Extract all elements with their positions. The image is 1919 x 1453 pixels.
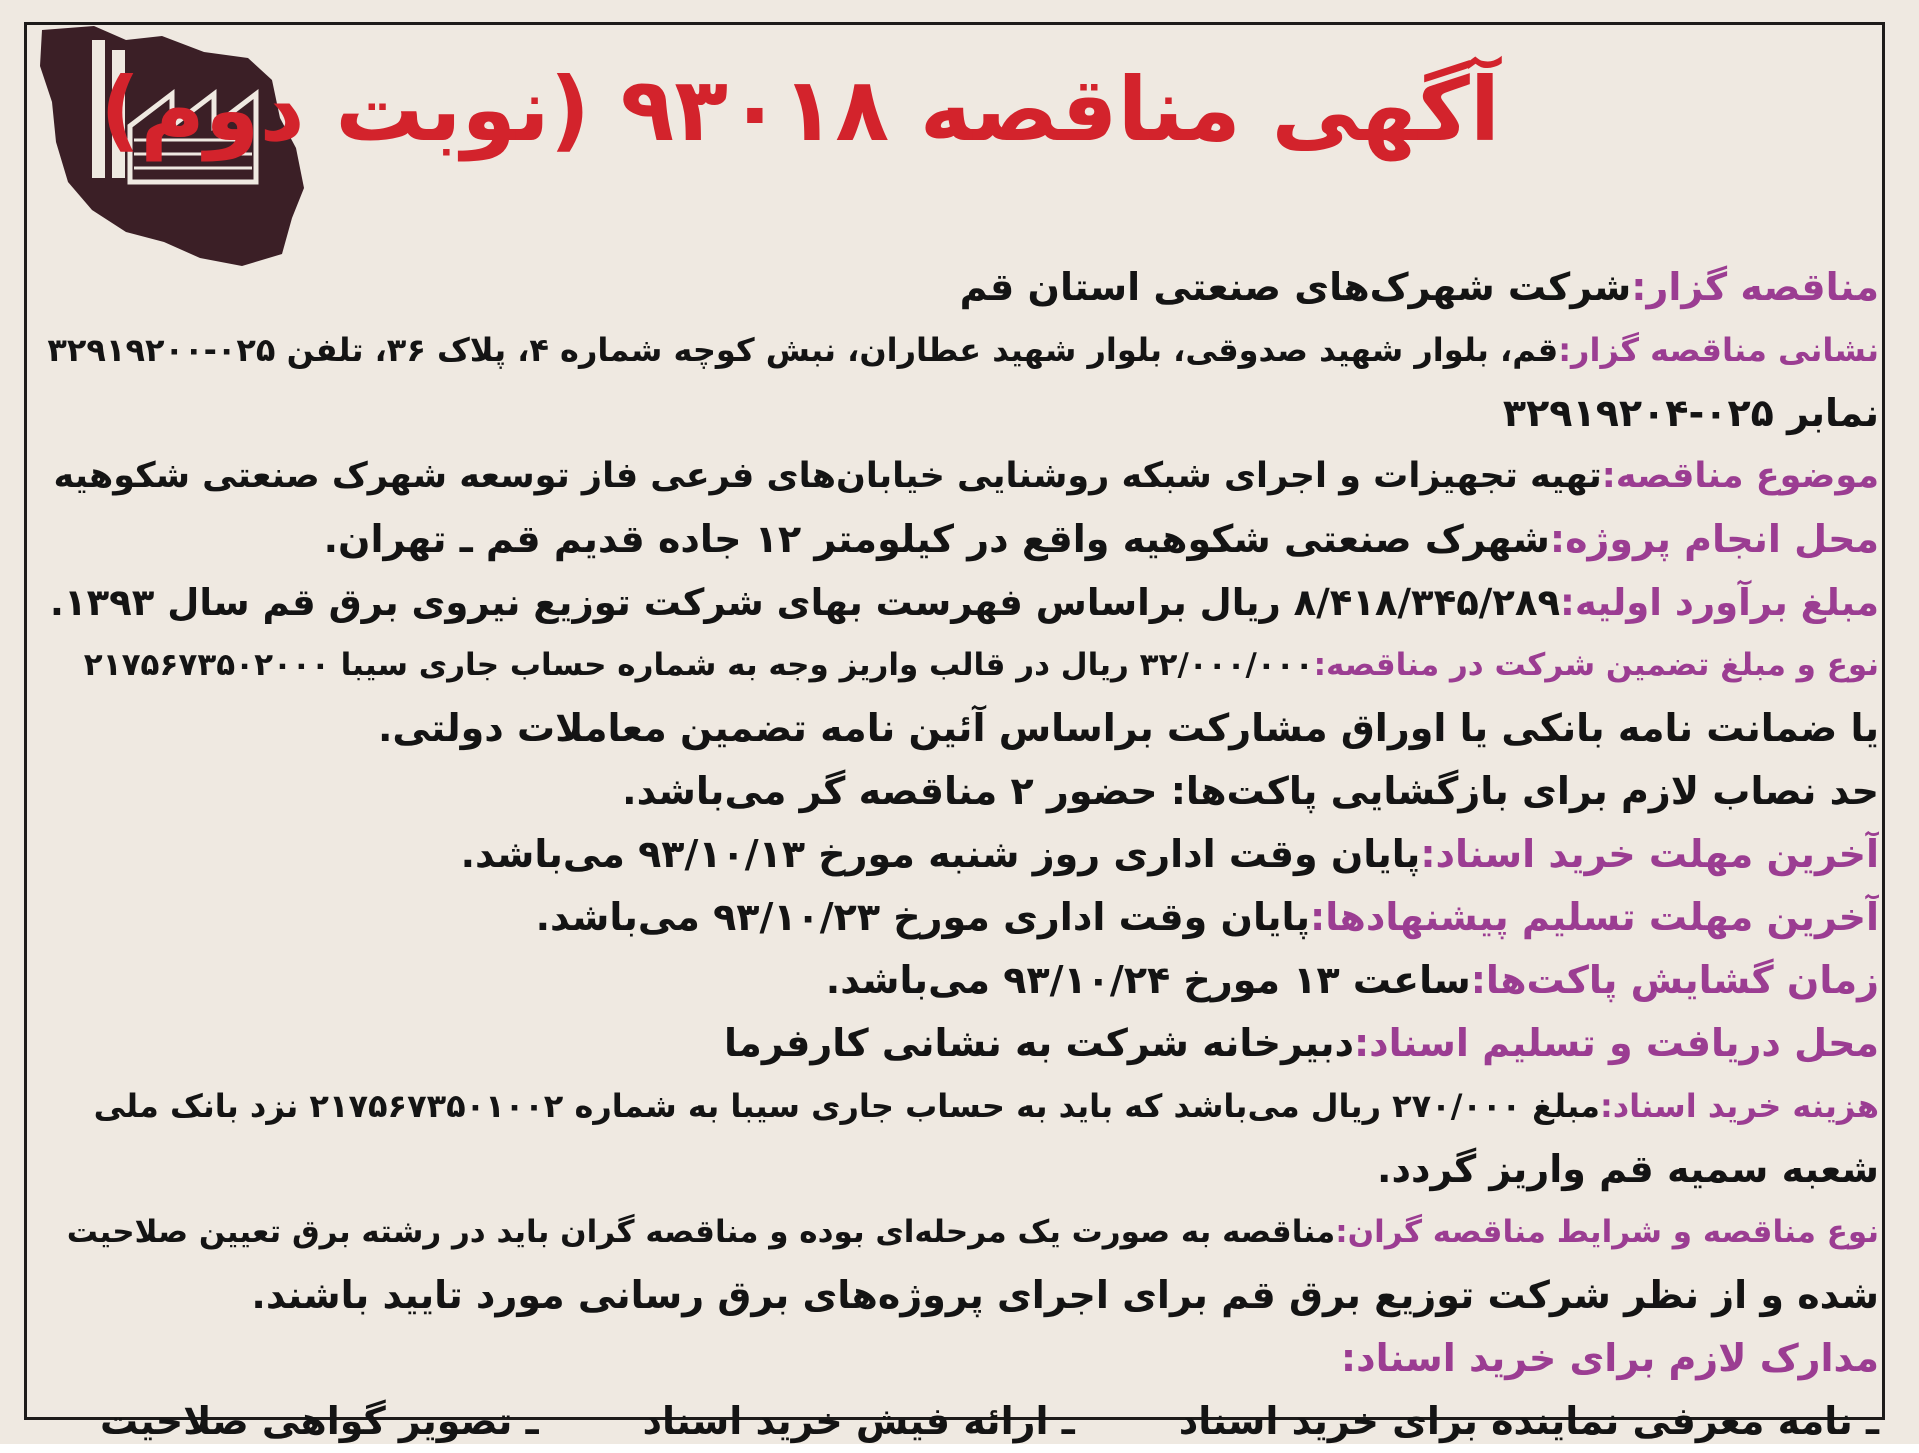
opening-time-row: [40, 949, 1879, 1012]
document-cost-row-2: [40, 1138, 1879, 1201]
delivery-place-label: محل دریافت و تسلیم اسناد:: [1353, 1021, 1879, 1065]
fax-row: [40, 382, 1879, 445]
location-label: محل انجام پروژه:: [1549, 517, 1879, 561]
quorum-row: [40, 760, 1879, 823]
purchase-deadline-label: آخرین مهلت خرید اسناد:: [1420, 832, 1879, 876]
tenderer-label: مناقصه گزار:: [1631, 265, 1879, 309]
document-cost-value: مبلغ ۲۷۰/۰۰۰ ریال می‌باشد که باید به حساب جاری سیبا به شماره ۲۱۷۵۶۷۳۵۰۱۰۰۲ نزد بانک ملی: [93, 1087, 1600, 1125]
conditions-value: مناقصه به صورت یک مرحله‌ای بوده و مناقصه گران باید در رشته برق تعیین صلاحیت: [66, 1214, 1336, 1250]
required-docs-label: مدارک لازم برای خرید اسناد:: [1340, 1336, 1879, 1380]
subject-row: [40, 445, 1879, 508]
document-cost-row: [40, 1075, 1879, 1138]
fax-value: نمابر ۰۲۵-۳۲۹۱۹۲۰۴: [1502, 391, 1879, 435]
subject-label: موضوع مناقصه:: [1601, 456, 1879, 496]
required-doc-item: ـ ارائه فیش خرید اسناد: [642, 1399, 1075, 1443]
conditions-row-2: [40, 1264, 1879, 1327]
guarantee-row-2: [40, 697, 1879, 760]
opening-time-value: ساعت ۱۳ مورخ ۹۳/۱۰/۲۴ می‌باشد.: [825, 958, 1471, 1002]
address-row: [40, 319, 1879, 382]
submission-deadline-label: آخرین مهلت تسلیم پیشنهادها:: [1310, 895, 1879, 939]
ad-title: آگهی مناقصه ۹۳۰۱۸ (نوبت دوم): [100, 58, 1500, 161]
submission-deadline-value: پایان وقت اداری مورخ ۹۳/۱۰/۲۳ می‌باشد.: [535, 895, 1311, 939]
conditions-label: نوع مناقصه و شرایط مناقصه گران:: [1335, 1214, 1879, 1250]
location-row: [40, 508, 1879, 571]
purchase-deadline-value: پایان وقت اداری روز شنبه مورخ ۹۳/۱۰/۱۳ می‌باشد.: [460, 832, 1421, 876]
purchase-deadline-row: [40, 823, 1879, 886]
document-cost-label: هزینه خرید اسناد:: [1599, 1087, 1879, 1125]
required-doc-item: ـ تصویر گواهی صلاحیت: [100, 1399, 539, 1443]
guarantee-value: ۳۲/۰۰۰/۰۰۰ ریال در قالب واریز وجه به شماره حساب جاری سیبا ۲۱۷۵۶۷۳۵۰۲۰۰۰: [83, 647, 1314, 683]
document-cost-value-2: شعبه سمیه قم واریز گردد.: [1377, 1147, 1879, 1191]
required-doc-item: ـ نامه معرفی نماینده برای خرید اسناد: [1178, 1399, 1879, 1443]
conditions-row: [40, 1201, 1879, 1264]
delivery-place-value: دبیرخانه شرکت به نشانی کارفرما: [724, 1021, 1354, 1065]
ad-body: [40, 256, 1879, 1453]
address-value: قم، بلوار شهید صدوقی، بلوار شهید عطاران، نبش کوچه شماره ۴، پلاک ۳۶، تلفن ۰۲۵-۳۲۹۱۹۲۰۰: [47, 331, 1559, 369]
location-value: شهرک صنعتی شکوهیه واقع در کیلومتر ۱۲ جاده قدیم قم ـ تهران.: [323, 517, 1550, 561]
tenderer-value: شرکت شهرک‌های صنعتی استان قم: [959, 265, 1632, 309]
delivery-place-row: [40, 1012, 1879, 1075]
estimate-value: ۸/۴۱۸/۳۴۵/۲۸۹ ریال براساس فهرست بهای شرکت توزیع نیروی برق قم سال ۱۳۹۳.: [49, 581, 1561, 624]
submission-deadline-row: [40, 886, 1879, 949]
opening-time-label: زمان گشایش پاکت‌ها:: [1470, 958, 1879, 1002]
estimate-row: [40, 571, 1879, 634]
required-docs-row: [40, 1327, 1879, 1390]
quorum-value: حد نصاب لازم برای بازگشایی پاکت‌ها: حضور ۲ مناقصه گر می‌باشد.: [622, 769, 1879, 813]
subject-value: تهیه تجهیزات و اجرای شبکه روشنایی خیابان‌های فرعی فاز توسعه شهرک صنعتی شکوهیه: [53, 456, 1602, 496]
guarantee-row: [40, 634, 1879, 697]
guarantee-value-2: یا ضمانت نامه بانکی یا اوراق مشارکت براساس آئین نامه تضمین معاملات دولتی.: [377, 706, 1879, 750]
conditions-value-2: شده و از نظر شرکت توزیع برق قم برای اجرای پروژه‌های برق رسانی مورد تایید باشند.: [251, 1273, 1879, 1317]
estimate-label: مبلغ برآورد اولیه:: [1560, 581, 1879, 624]
address-label: نشانی مناقصه گزار:: [1558, 331, 1879, 369]
tenderer-row: [40, 256, 1879, 319]
guarantee-label: نوع و مبلغ تضمین شرکت در مناقصه:: [1313, 647, 1879, 683]
